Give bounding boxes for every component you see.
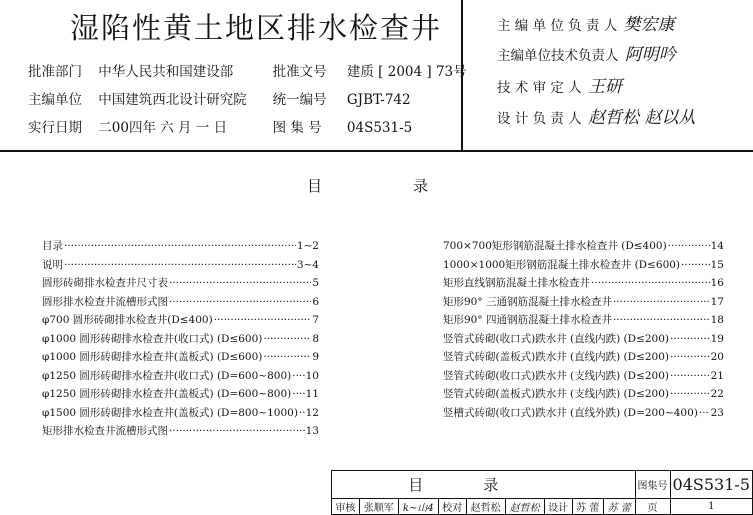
toc-item[interactable]: 竖管式砖砌(盖板式)跌水井 (直线内跌) (D≤200) ····· 20 [443, 348, 724, 367]
toc-item[interactable]: 700×700矩形钢筋混凝土排水检查井 (D≤400) ····· 14 [443, 237, 724, 256]
approval-doc-label: 批准文号 [272, 64, 327, 80]
designer-signature: 赵哲松 赵以从 [587, 108, 696, 128]
chief-label: 主 编 单 位 负 责 人 [497, 18, 618, 34]
toc-item[interactable]: φ1250 圆形砖砌排水检查井(收口式) (D=600~800) ····· 10 [42, 367, 319, 386]
review-label: 审核 [332, 499, 360, 515]
editor-unit-value: 中国建筑西北设计研究院 [98, 92, 247, 108]
checker-name: 赵哲松 [466, 499, 505, 515]
header-bottom-rule [0, 150, 753, 152]
responsible-row-designer [497, 103, 695, 128]
meta-row-editor [28, 88, 411, 108]
page-label: 页 [635, 499, 670, 515]
meta-row-approval [28, 60, 467, 80]
toc-left-column [42, 237, 319, 441]
atlas-number: 04S531-5 [670, 471, 752, 499]
toc-item[interactable]: 竖管式砖砌(盖板式)跌水井 (支线内跌) (D≤200) ····· 22 [443, 385, 724, 404]
toc-item[interactable]: 圆形砖砌排水检查井尺寸表 ····· 5 [42, 274, 319, 293]
reviewer-label: 技 术 审 定 人 [497, 80, 582, 96]
designer-label: 设 计 负 责 人 [497, 111, 582, 127]
toc-item[interactable]: φ1250 圆形砖砌排水检查井(盖板式) (D=600~800) ····· 11 [42, 385, 319, 404]
editor-unit-label: 主编单位 [28, 92, 82, 108]
responsible-row-chief [497, 10, 675, 35]
effective-date-value: 二00四年 六 月 一 日 [98, 120, 228, 136]
approval-doc-value: 建质 [ 2004 ] 73号 [346, 64, 467, 80]
check-label: 校对 [438, 499, 466, 515]
reviewer-signature: k~山4 [398, 499, 438, 515]
toc-item[interactable]: 说明 ····· 3~4 [42, 256, 319, 275]
toc-item[interactable]: 竖管式砖砌(收口式)跌水井 (支线内跌) (D≤200) ····· 21 [443, 367, 724, 386]
toc-right-column [443, 237, 724, 422]
toc-item[interactable]: 矩形90° 四通钢筋混凝土排水检查井 ····· 18 [443, 311, 724, 330]
designer-signature: 苏 蕾 [603, 499, 635, 515]
reviewer-signature: 王研 [587, 77, 622, 97]
chief-signature: 樊宏康 [623, 15, 675, 35]
design-label: 设计 [544, 499, 572, 515]
unified-number-value: GJBT-742 [346, 92, 411, 108]
toc-item[interactable]: 矩形90° 三通钢筋混凝土排水检查井 ····· 17 [443, 293, 724, 312]
toc-item[interactable]: 矩形直线钢筋混凝土排水检查井 ····· 16 [443, 274, 724, 293]
atlas-title: 湿陷性黄土地区排水检查井 [70, 11, 443, 45]
responsible-row-reviewer [497, 72, 622, 97]
atlas-label: 图集号 [635, 471, 670, 499]
checker-signature: 赵哲松 [505, 499, 544, 515]
toc-item[interactable]: 矩形排水检查井流槽形式图 ····· 13 [42, 422, 319, 441]
effective-date-label: 实行日期 [28, 120, 82, 136]
designer-name: 苏 蕾 [572, 499, 603, 515]
approval-dept-label: 批准部门 [28, 64, 82, 80]
atlas-number-value: 04S531-5 [346, 120, 413, 136]
toc-item[interactable]: 1000×1000矩形钢筋混凝土排水检查井 (D≤600) ····· 15 [443, 256, 724, 275]
toc-item[interactable]: φ1500 圆形砖砌排水检查井(盖板式) (D=800~1000) ····· 12 [42, 404, 319, 423]
toc-item[interactable]: 竖管式砖砌(收口式)跌水井 (直线内跌) (D≤200) ····· 19 [443, 330, 724, 349]
toc-item[interactable]: φ1000 圆形砖砌排水检查井(收口式) (D≤600) ····· 8 [42, 330, 319, 349]
toc-item[interactable]: φ1000 圆形砖砌排水检查井(盖板式) (D≤600) ····· 9 [42, 348, 319, 367]
atlas-number-label: 图 集 号 [272, 120, 322, 136]
title-block [331, 470, 753, 515]
page-number: 1 [670, 499, 752, 515]
meta-row-date [28, 116, 412, 136]
approval-dept-value: 中华人民共和国建设部 [98, 64, 234, 80]
toc-heading-left: 目 [307, 177, 323, 195]
toc-item[interactable]: 圆形排水检查井流槽形式图 ····· 6 [42, 293, 319, 312]
toc-heading-right: 录 [413, 177, 429, 195]
tech-signature: 阿明吟 [624, 45, 676, 65]
toc-item[interactable]: 目录 ····· 1~2 [42, 237, 319, 256]
unified-number-label: 统一编号 [272, 92, 327, 108]
title-block-title: 目录 [332, 471, 636, 499]
toc-item[interactable]: φ700 圆形砖砌排水检查井(D≤400) ····· 7 [42, 311, 319, 330]
tech-label: 主编单位技术负责人 [497, 48, 619, 64]
responsible-row-tech [497, 40, 676, 65]
toc-item[interactable]: 竖槽式砖砌(收口式)跌水井 (直线外跌) (D=200~400) ····· 23 [443, 404, 724, 423]
reviewer-name: 张顺军 [359, 499, 398, 515]
